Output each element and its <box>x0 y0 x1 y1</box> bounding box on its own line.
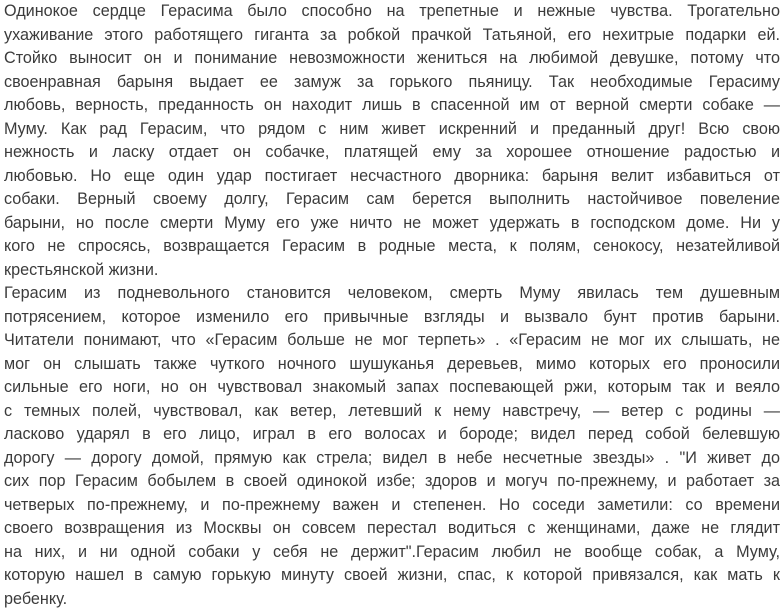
text-line: Герасим из подневольного становится человеком, смерть Муму явилась тем душевным <box>4 282 780 306</box>
text-line: барыни, но после смерти Муму его уже ничто не может удержать в господском доме. Ни у <box>4 212 780 236</box>
text-line: крестьянской жизни. <box>4 259 780 283</box>
text-line: любовь, верность, преданность он находит лишь в спасенной им от верной смерти собаке — <box>4 94 780 118</box>
paragraph-1 <box>4 0 780 282</box>
text-line: Одинокое сердце Герасима было способно на трепетные и нежные чувства. Трогательно <box>4 0 780 24</box>
text-line: собаки. Верный своему долгу, Герасим сам берется выполнить настойчивое повеление <box>4 188 780 212</box>
text-line: сильные его ноги, но он чувствовал знакомый запах поспевающей ржи, которым так и веяло <box>4 376 780 400</box>
text-line: четверых по-прежнему, и по-прежнему важен и степенен. Но соседи заметили: со времени <box>4 494 780 518</box>
text-line: ухаживание этого работящего гиганта за робкой прачкой Татьяной, его нехитрые подарки ей. <box>4 24 780 48</box>
text-line: кого не спросясь, возвращается Герасим в родные места, к полям, сенокосу, незатейливой <box>4 235 780 259</box>
text-line: сих пор Герасим бобылем в своей одинокой избе; здоров и могуч по-прежнему, и работает за <box>4 470 780 494</box>
text-line: своего возвращения из Москвы он совсем перестал водиться с женщинами, даже не глядит <box>4 517 780 541</box>
text-line: ребенку. <box>4 588 780 611</box>
text-line: которую нашел в самую горькую минуту своей жизни, спас, к которой привязался, как мать к <box>4 564 780 588</box>
text-line: дорогу — дорогу домой, прямую как стрела; видел в небе несчетные звезды» . "И живет до <box>4 447 780 471</box>
paragraph-2 <box>4 282 780 611</box>
text-line: Читатели понимают, что «Герасим больше не мог терпеть» . «Герасим не мог их слышать, не <box>4 329 780 353</box>
text-line: потрясением, которое изменило его привычные взгляды и вызвало бунт против барыни. <box>4 306 780 330</box>
text-line: с темных полей, чувствовал, как ветер, летевший к нему навстречу, — ветер с родины — <box>4 400 780 424</box>
text-line: ласково ударял в его лицо, играл в его волосах и бороде; видел перед собой белевшую <box>4 423 780 447</box>
text-line: Стойко выносит он и понимание невозможности жениться на любимой девушке, потому что <box>4 47 780 71</box>
text-line: нежность и ласку отдает он собачке, платящей ему за хорошее отношение радостью и <box>4 141 780 165</box>
text-line: своенравная барыня выдает ее замуж за горького пьяницу. Так необходимые Герасиму <box>4 71 780 95</box>
text-line: мог он слышать также чуткого ночного шушуканья деревьев, мимо которых его проносили <box>4 353 780 377</box>
text-line: на них, и ни одной собаки у себя не держит".Герасим любил не вообще собак, а Муму, <box>4 541 780 565</box>
text-line: Муму. Как рад Герасим, что рядом с ним живет искренний и преданный друг! Всю свою <box>4 118 780 142</box>
text-line: любовью. Но еще один удар постигает несчастного дворника: барыня велит избавиться от <box>4 165 780 189</box>
document-body <box>4 0 780 611</box>
